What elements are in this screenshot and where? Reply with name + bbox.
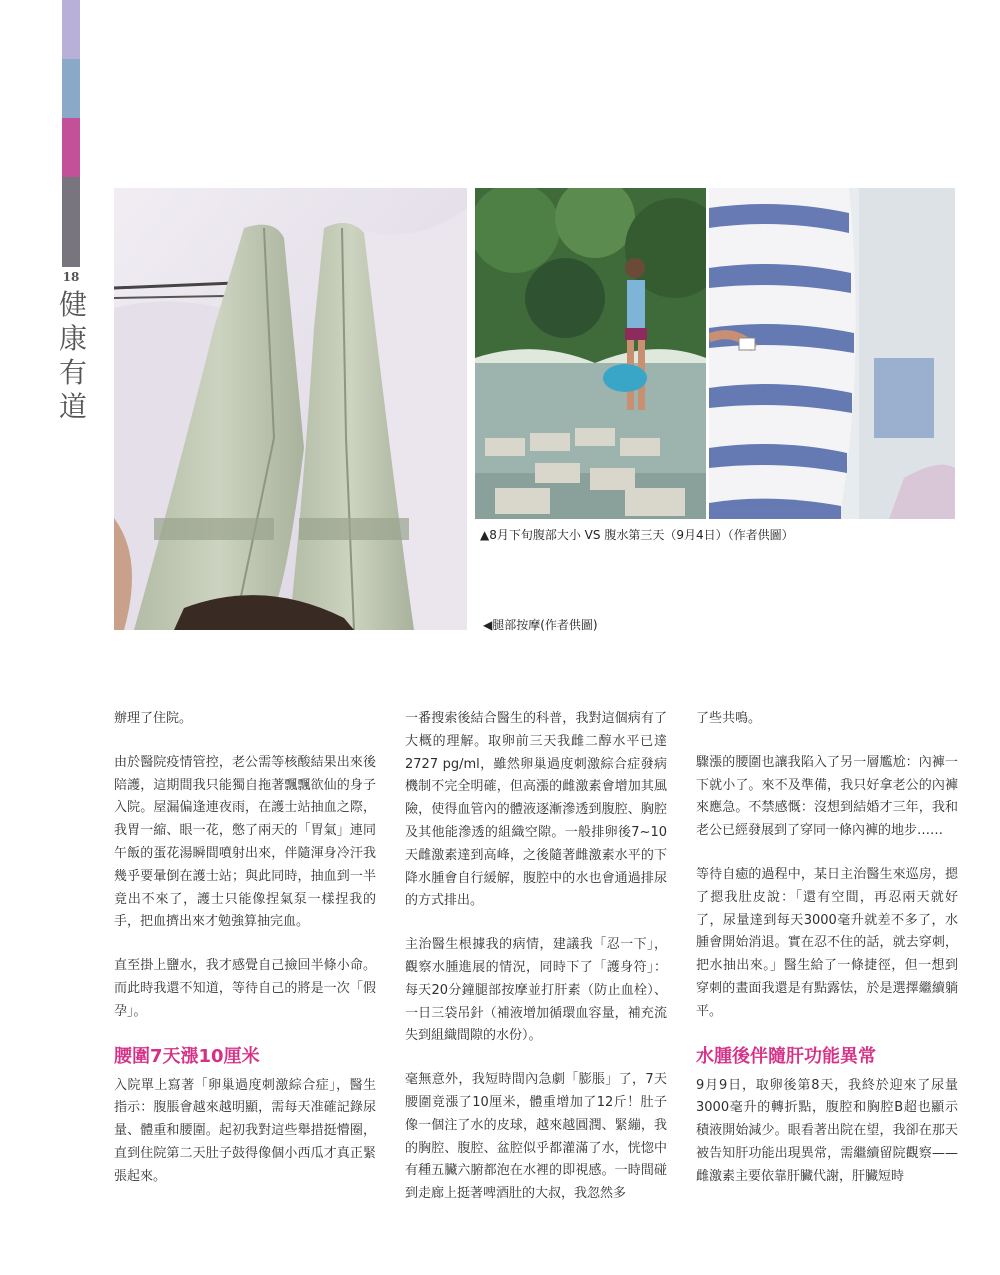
section-heading: 水腫後伴隨肝功能異常 — [696, 1045, 876, 1067]
leg-massage-photo — [114, 188, 467, 630]
paragraph: 了些共鳴。 — [696, 711, 762, 726]
color-bar-segment — [62, 59, 80, 118]
paragraph: 由於醫院疫情管控，老公需等核酸結果出來後陪護，這期間我只能獨自拖著飄飄欲仙的身子入院。屋漏偏逢連夜雨，在護士站抽血之際，我胃一縮、眼一花，憋了兩天的「胃氣」連同午飯的蛋花湯瞬間噴射出來，伴隨渾身冷汗我幾乎要暈倒在護士站；與此同時，抽血到一半竟出不來了，護士只能像捏氣泵一樣捏我的手，把血擠出來才勉強算抽完血。 — [114, 754, 376, 930]
text-column-1 — [114, 708, 376, 1210]
page-number: 18 — [62, 270, 80, 284]
photo-caption-massage: ◀腿部按摩(作者供圖) — [483, 618, 598, 632]
paragraph: 9月9日，取卵後第8天，我終於迎來了尿量3000毫升的轉折點，腹腔和胸腔B超也顯示積液開始減少。眼看著出院在望，我卻在那天被告知肝功能出現異常，需繼續留院觀察——雌激素主要依靠肝臟代謝，肝臟短時 — [696, 1077, 958, 1184]
paragraph: 驟漲的腰圍也讓我陷入了另一層尷尬：內褲一下就小了。來不及準備，我只好拿老公的內褲來應急。不禁感慨：沒想到結婚才三年，我和老公已經發展到了穿同一條內褲的地步…… — [696, 754, 958, 839]
dress-photo — [709, 188, 955, 519]
paragraph: 一番搜索後結合醫生的科普，我對這個病有了大概的理解。取卵前三天我雌二醇水平已達2727 pg/ml，雖然卵巢過度刺激綜合症發病機制不完全明確，但高漲的雌激素會增加其風險，使得血管內的體液逐漸滲透到腹腔、胸腔及其他能滲透的組織空隙。一般排卵後7~10天雌激素達到高峰，之後隨著雌激素水平的下降水腫會自行緩解，腹腔中的水也會通過排尿的方式排出。 — [405, 711, 667, 909]
color-bar-segment — [62, 177, 80, 267]
color-bar-segment — [62, 118, 80, 177]
paragraph: 直至掛上鹽水，我才感覺自己撿回半條小命。而此時我還不知道，等待自己的將是一次「假孕」。 — [114, 958, 376, 1019]
river-photo — [475, 188, 706, 519]
paragraph: 辦理了住院。 — [114, 711, 193, 726]
color-bar-segment — [62, 0, 80, 59]
paragraph: 等待自癒的過程中，某日主治醫生來巡房，摁了摁我肚皮說：「還有空間，再忍兩天就好了，尿量達到每天3000毫升就差不多了，水腫會開始消退。實在忍不住的話，就去穿刺，把水抽出來。」醫生給了一條捷徑，但一想到穿刺的畫面我還是有點露怯，於是選擇繼續躺平。 — [696, 866, 958, 1019]
text-column-2 — [405, 708, 667, 1227]
paragraph: 毫無意外，我短時間內急劇「膨脹」了，7天腰圍竟漲了10厘米，體重增加了12斤！肚子像一個注了水的皮球，越來越圓潤、緊繃，我的胸腔、腹腔、盆腔似乎都灌滿了水，恍惚中有種五臟六腑都泡在水裡的即視感。一時間碰到走廊上挺著啤酒肚的大叔，我忽然多 — [405, 1072, 667, 1202]
paragraph: 入院單上寫著「卵巢過度刺激綜合症」，醫生指示：腹脹會越來越明顯，需每天准確記錄尿量、體重和腰圍。起初我對這些舉措挺懵圈，直到住院第二天肚子鼓得像個小西瓜才真正緊張起來。 — [114, 1077, 376, 1184]
photo-caption-abdomen: ▲8月下旬腹部大小 VS 腹水第三天（9月4日）（作者供圖） — [480, 528, 794, 542]
color-bar — [62, 0, 80, 267]
section-heading: 腰圍7天漲10厘米 — [114, 1045, 260, 1067]
paragraph: 主治醫生根據我的病情，建議我「忍一下」，觀察水腫進展的情況，同時下了「護身符」：每天20分鐘腿部按摩並打肝素（防止血栓）、一日三袋吊針（補液增加循環血容量，補充流失到組織間隙的水份）。 — [405, 937, 667, 1044]
section-title: 健康有道 — [58, 288, 87, 423]
text-column-3 — [696, 708, 958, 1210]
